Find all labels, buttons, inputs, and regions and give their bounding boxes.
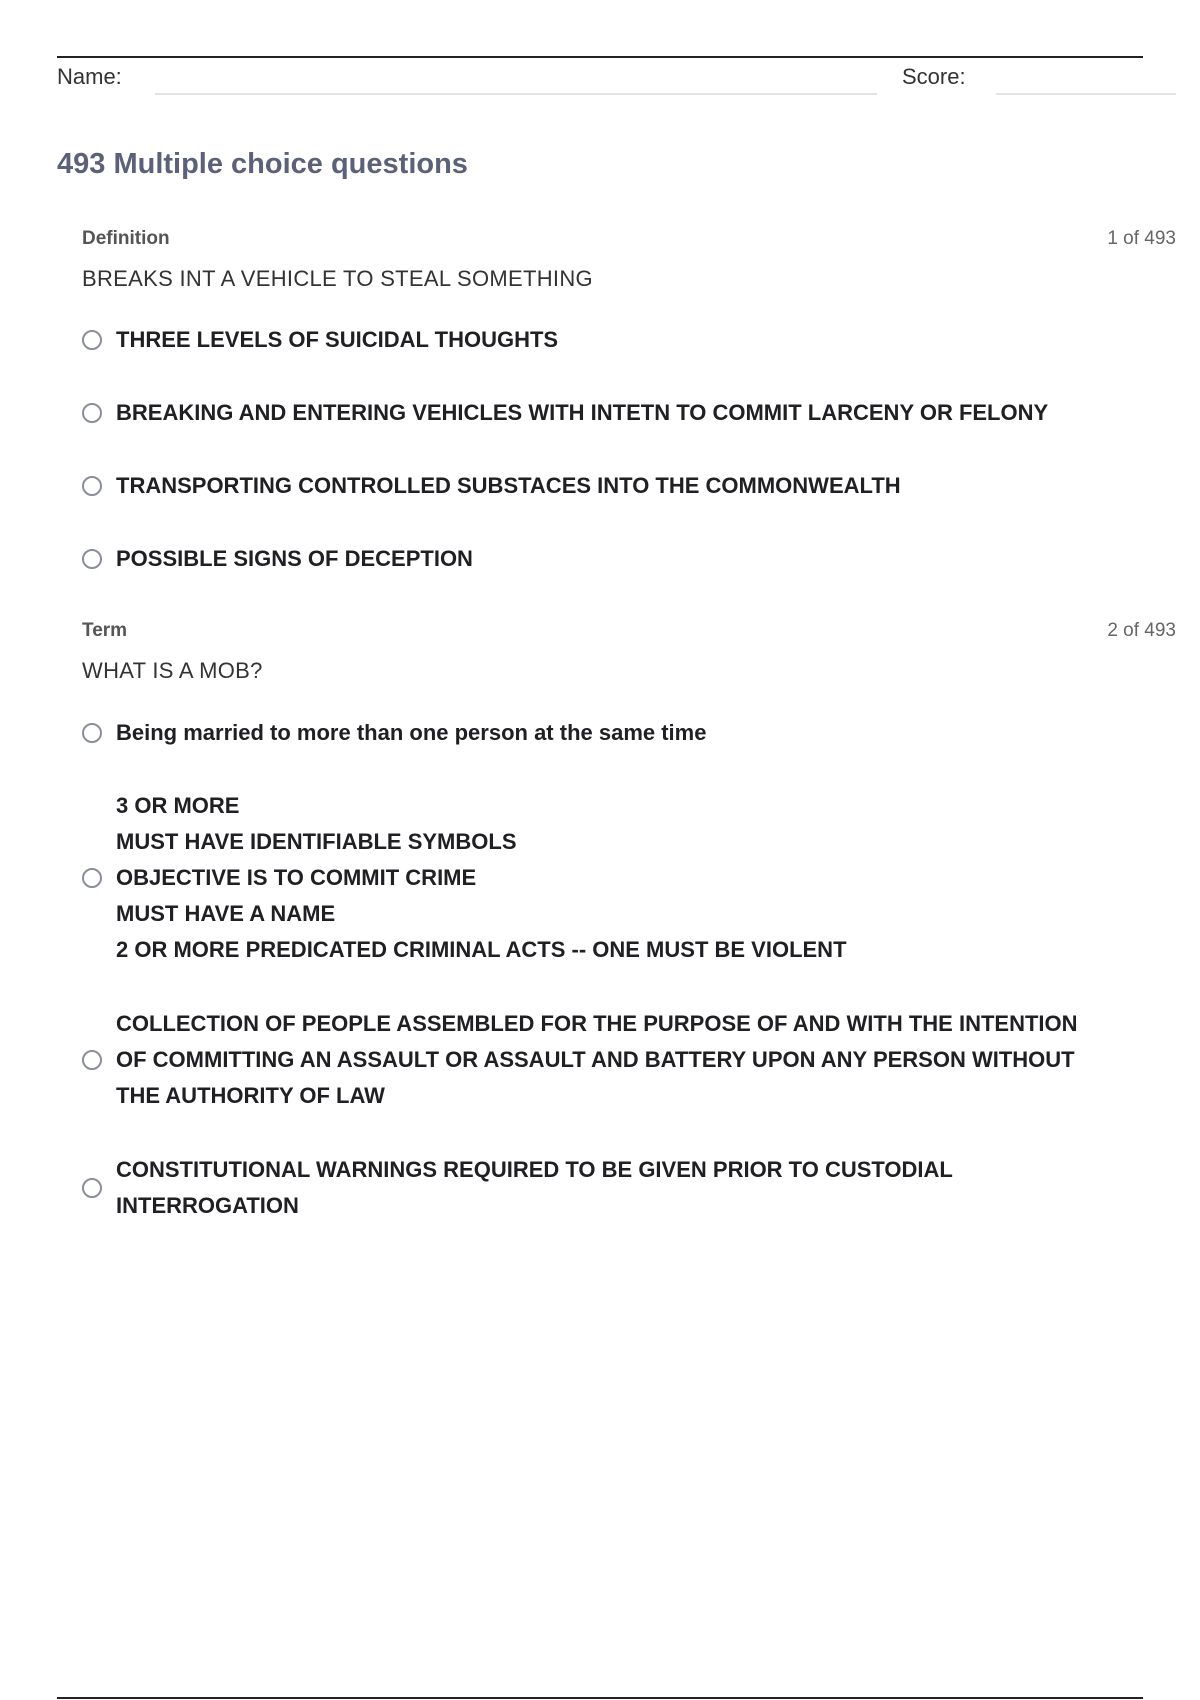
answer-option[interactable] [82, 468, 1176, 504]
bottom-rule [57, 1697, 1143, 1699]
answer-text [116, 541, 473, 577]
radio-button[interactable] [82, 1178, 102, 1198]
score-label: Score: [902, 64, 966, 89]
answer-text [116, 468, 901, 504]
radio-button[interactable] [82, 868, 102, 888]
answer-line: COLLECTION OF PEOPLE ASSEMBLED FOR THE PURPOSE OF AND WITH THE INTENTION [116, 1011, 1078, 1036]
radio-button[interactable] [82, 476, 102, 496]
radio-button[interactable] [82, 1050, 102, 1070]
answer-text [116, 322, 558, 358]
answer-option[interactable] [82, 715, 1176, 751]
radio-button[interactable] [82, 403, 102, 423]
radio-button[interactable] [82, 330, 102, 350]
answer-line: OF COMMITTING AN ASSAULT OR ASSAULT AND BATTERY UPON ANY PERSON WITHOUT [116, 1047, 1075, 1072]
question-counter: 2 of 493 [1107, 620, 1176, 641]
answer-text [116, 395, 1048, 431]
question-prompt: BREAKS INT A VEHICLE TO STEAL SOMETHING [82, 266, 593, 291]
answer-line: Being married to more than one person at the same time [116, 720, 707, 745]
top-rule [57, 56, 1143, 58]
answer-option[interactable] [82, 1152, 1176, 1224]
answer-line: CONSTITUTIONAL WARNINGS REQUIRED TO BE GIVEN PRIOR TO CUSTODIAL [116, 1157, 953, 1182]
answer-line: 3 OR MORE [116, 793, 240, 818]
question-prompt: WHAT IS A MOB? [82, 658, 263, 683]
answer-option[interactable] [82, 788, 1176, 968]
answer-line: POSSIBLE SIGNS OF DECEPTION [116, 546, 473, 571]
answer-text [116, 1152, 953, 1224]
answer-line: MUST HAVE A NAME [116, 901, 336, 926]
answer-line: TRANSPORTING CONTROLLED SUBSTACES INTO THE COMMONWEALTH [116, 473, 901, 498]
radio-button[interactable] [82, 549, 102, 569]
question-counter: 1 of 493 [1107, 228, 1176, 249]
question-card [82, 228, 1176, 588]
answer-option[interactable] [82, 1006, 1176, 1114]
radio-button[interactable] [82, 723, 102, 743]
answer-line: BREAKING AND ENTERING VEHICLES WITH INTETN TO COMMIT LARCENY OR FELONY [116, 400, 1049, 425]
answer-line: THREE LEVELS OF SUICIDAL THOUGHTS [116, 327, 559, 352]
answer-option[interactable] [82, 541, 1176, 577]
page-title: 493 Multiple choice questions [57, 148, 468, 180]
answer-line: THE AUTHORITY OF LAW [116, 1083, 385, 1108]
question-type: Term [82, 620, 128, 641]
answer-text [116, 1006, 1078, 1114]
answer-line: OBJECTIVE IS TO COMMIT CRIME [116, 865, 477, 890]
answer-line: INTERROGATION [116, 1193, 299, 1218]
answer-text [116, 715, 706, 751]
question-card [82, 620, 1176, 1240]
answer-text [116, 788, 847, 968]
answer-option[interactable] [82, 395, 1176, 431]
name-field[interactable] [155, 93, 877, 95]
score-field[interactable] [996, 93, 1176, 95]
name-label: Name: [57, 64, 122, 89]
answer-line: MUST HAVE IDENTIFIABLE SYMBOLS [116, 829, 517, 854]
answer-line: 2 OR MORE PREDICATED CRIMINAL ACTS -- ONE MUST BE VIOLENT [116, 937, 847, 962]
question-type: Definition [82, 228, 170, 249]
answer-option[interactable] [82, 322, 1176, 358]
